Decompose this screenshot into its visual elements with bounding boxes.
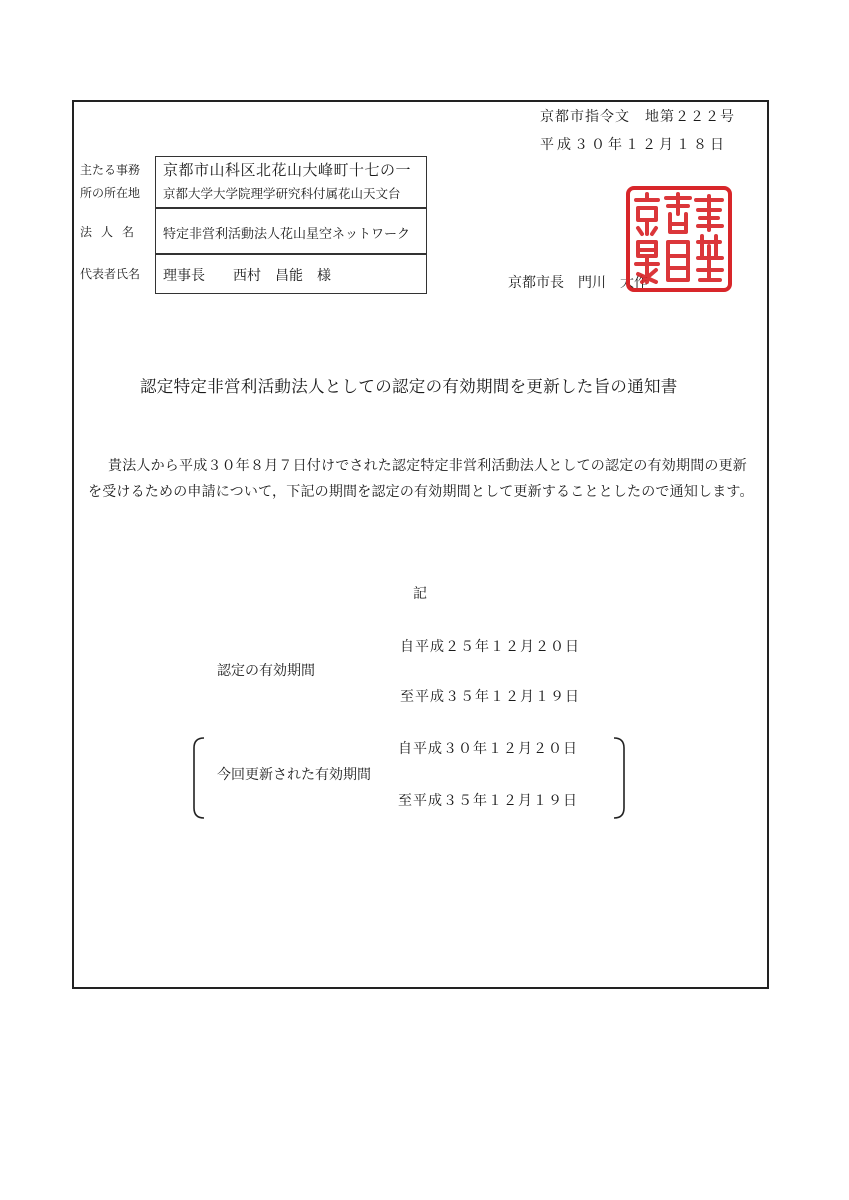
valid-period-to: 至平成３５年１２月１９日 [400, 689, 580, 705]
rep-name: 理事長 西村 昌能 様 [163, 268, 331, 284]
renewed-period-from: 自平成３０年１２月２０日 [398, 741, 578, 757]
renewed-period-to: 至平成３５年１２月１９日 [398, 793, 578, 809]
right-bracket [612, 736, 628, 820]
left-bracket [190, 736, 206, 820]
office-label-line2: 所の所在地 [80, 186, 141, 200]
valid-period-label: 認定の有効期間 [217, 663, 315, 679]
rep-label: 代表者氏名 [80, 267, 141, 281]
notice-body: 貴法人から平成３０年８月７日付けでされた認定特定非営利活動法人としての認定の有効期間の更新を受けるための申請について，下記の期間を認定の有効期間として更新することとしたので通知します。 [88, 458, 754, 500]
document-title: 認定特定非営利活動法人としての認定の有効期間を更新した旨の通知書 [140, 377, 678, 396]
renewed-period-label: 今回更新された有効期間 [217, 767, 371, 783]
ki-marker: 記 [413, 586, 427, 602]
directive-number: 京都市指令文 地第２２２号 [540, 109, 735, 125]
issue-date: 平成３０年１２月１８日 [540, 137, 727, 153]
official-seal-stamp [624, 184, 734, 294]
office-label-line1: 主たる事務 [80, 163, 141, 177]
corp-label: 法人名 [80, 225, 144, 239]
mayor-name: 京都市長 門川 大作 [508, 275, 648, 291]
valid-period-from: 自平成２５年１２月２０日 [400, 639, 580, 655]
corp-name: 特定非営利活動法人花山星空ネットワーク [163, 227, 411, 242]
address-line1: 京都市山科区北花山大峰町十七の一 [163, 161, 412, 179]
address-line2: 京都大学大学院理学研究科付属花山天文台 [163, 186, 401, 201]
